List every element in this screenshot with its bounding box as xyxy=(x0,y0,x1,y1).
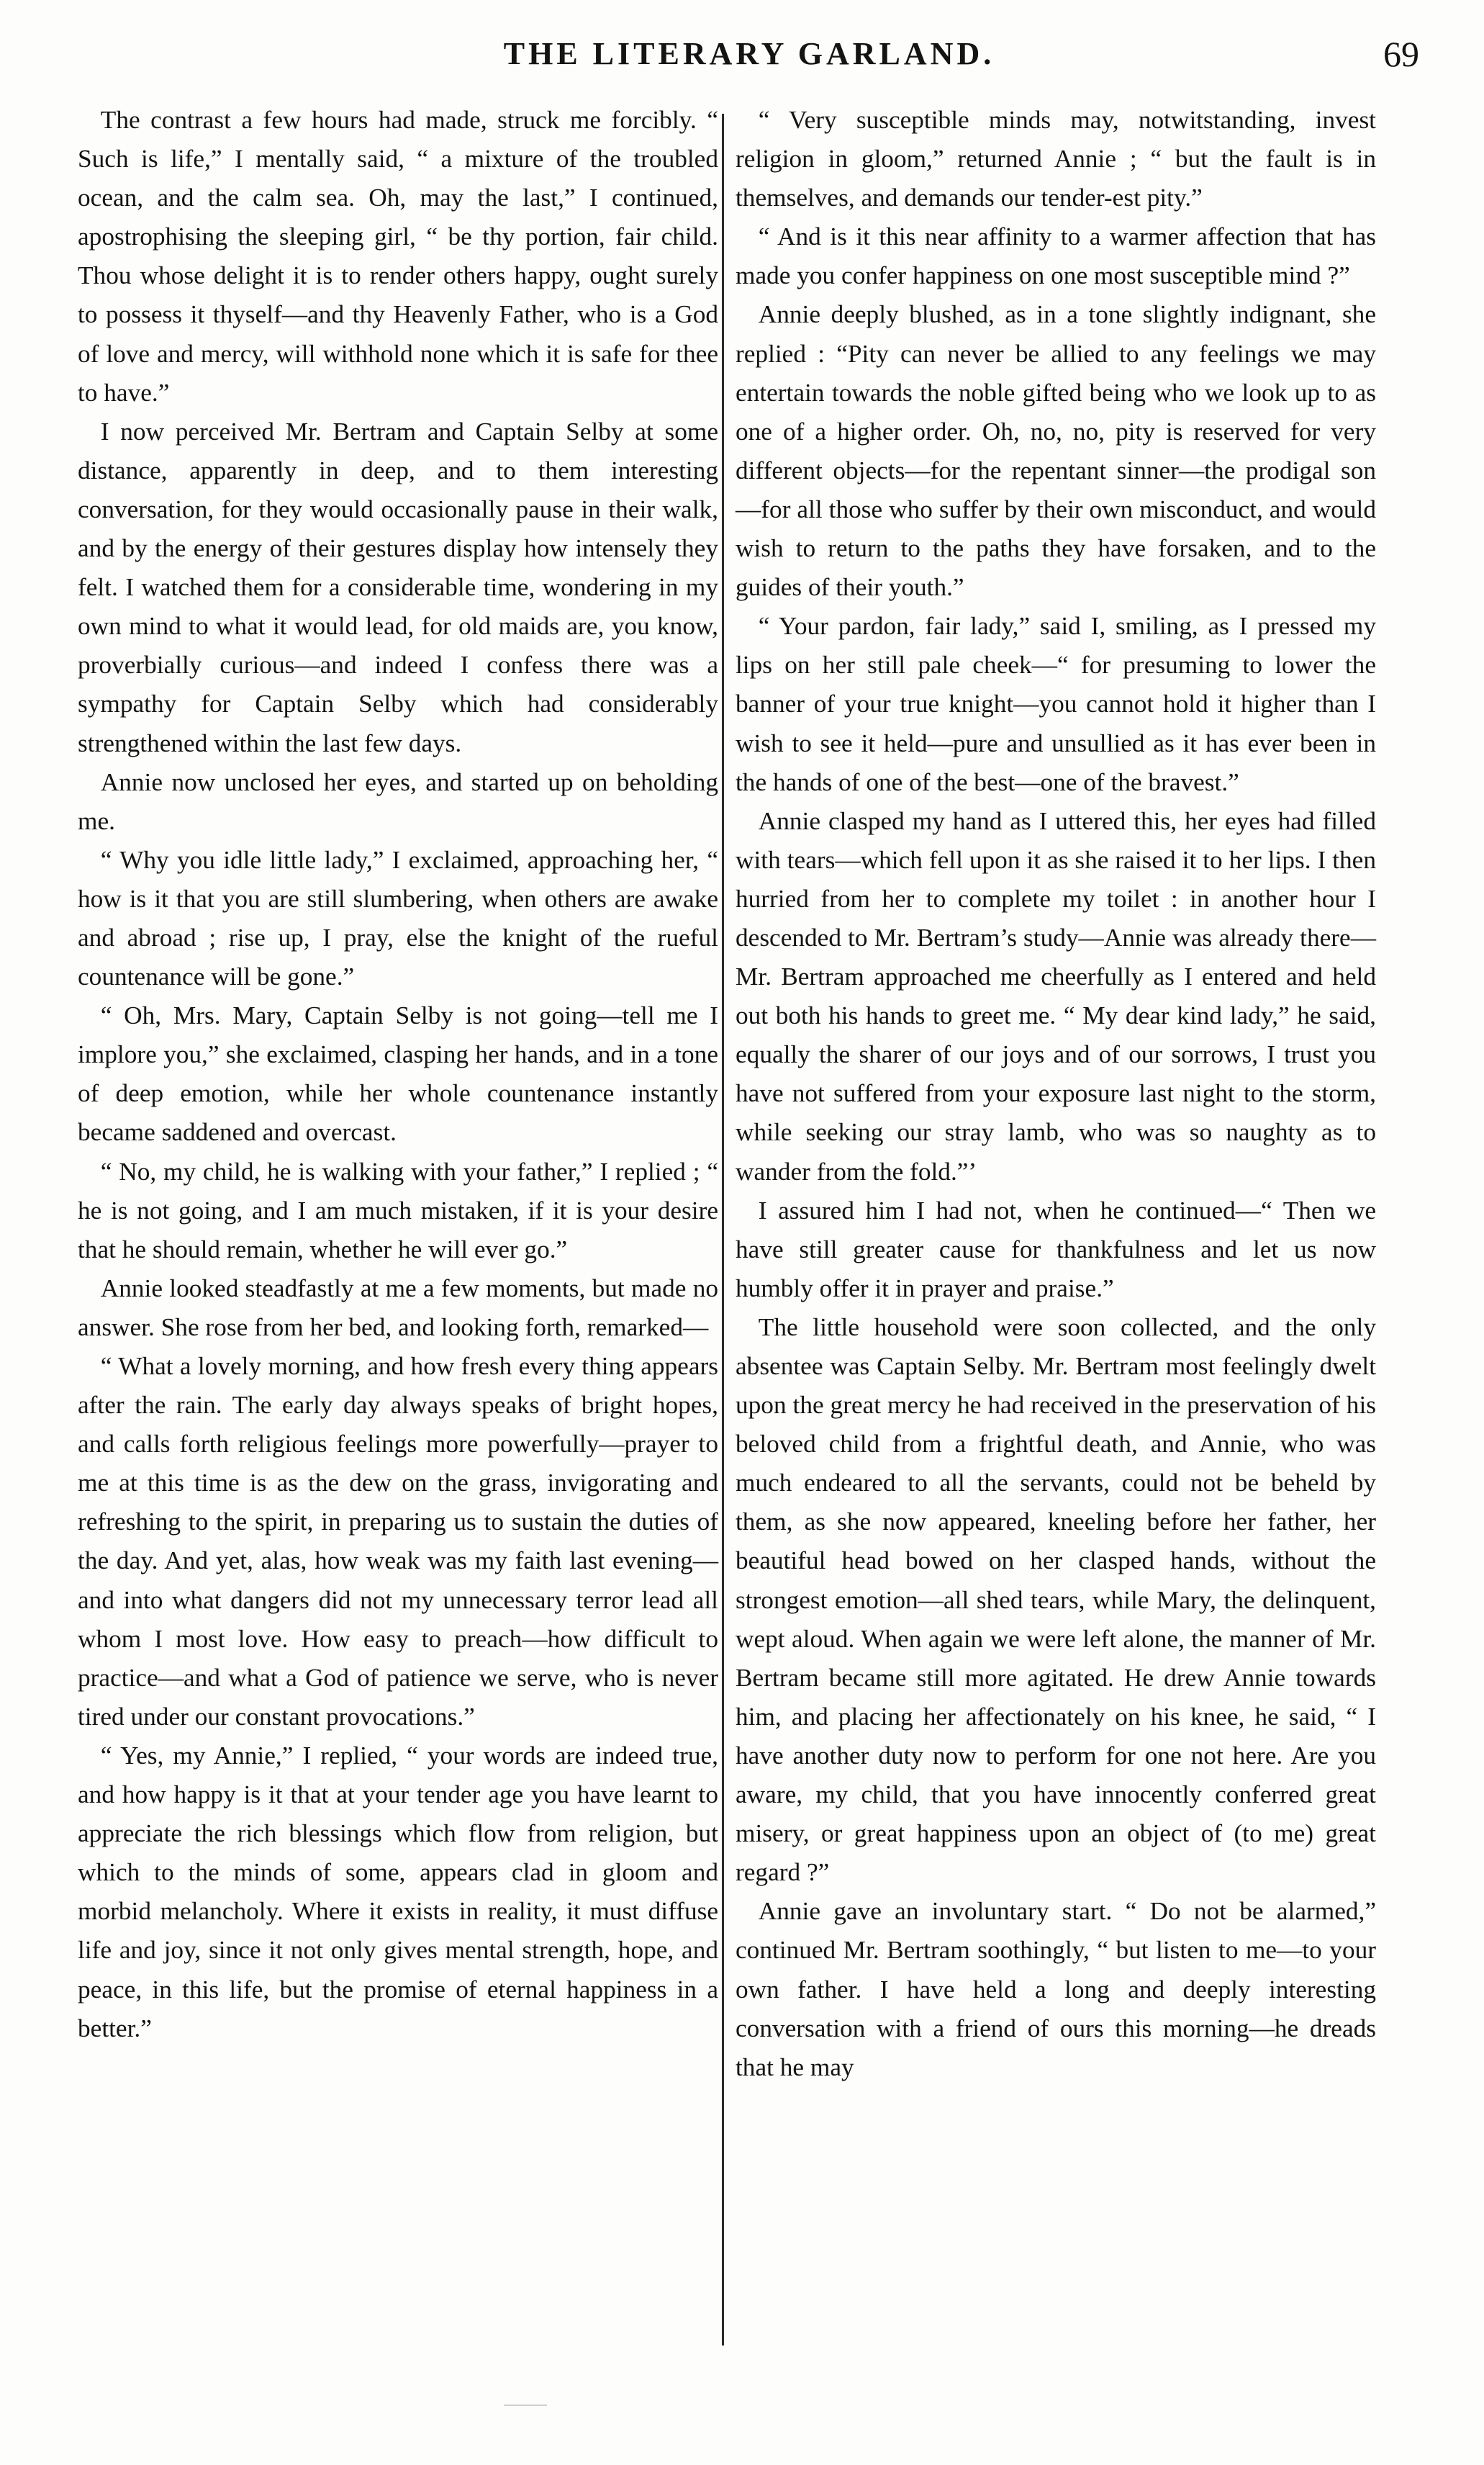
paragraph: Annie gave an involuntary start. “ Do not be alarmed,” continued Mr. Bertram soothingly, “ but listen to me—to your own father. I have held a long and deeply interesting conversation with a friend of ours this morning—he dreads that he may xyxy=(736,1897,1376,2081)
left-column xyxy=(78,101,718,2048)
running-head xyxy=(79,29,1419,79)
paragraph: I now perceived Mr. Bertram and Captain Selby at some distance, apparently in deep, and to them interesting conversation, for they would occasionally pause in their walk, and by the energy of their gestures display how intensely they felt. I watched them for a considerable time, wondering in my own mind to what it would lead, for old maids are, you know, proverbially curious—and indeed I confess there was a sympathy for Captain Selby which had considerably strengthened within the last few days. xyxy=(78,417,718,757)
page-mark xyxy=(504,2405,547,2406)
right-column xyxy=(736,101,1376,2087)
paragraph: I assured him I had not, when he continued—“ Then we have still greater cause for thankfulness and let us now humbly offer it in prayer and praise.” xyxy=(736,1196,1376,1302)
paragraph: “ Yes, my Annie,” I replied, “ your words are indeed true, and how happy is it that at your tender age you have learnt to appreciate the rich blessings which flow from religion, but which to the minds of some, appears clad in gloom and morbid melancholy. Where it exists in reality, it must diffuse life and joy, since it not only gives mental strength, hope, and peace, in this life, but the promise of eternal happiness in a better.” xyxy=(78,1741,718,2042)
paragraph: Annie deeply blushed, as in a tone slightly indignant, she replied : “Pity can never be allied to any feelings we may entertain towards the noble gifted being who we look up to as one of a higher order. Oh, no, no, pity is reserved for very different objects—for the repentant sinner—the prodigal son—for all those who suffer by their own misconduct, and would wish to return to the paths they have forsaken, and to the guides of their youth.” xyxy=(736,300,1376,602)
paragraph: The little household were soon collected, and the only absentee was Captain Selby. Mr. Bertram most feelingly dwelt upon the great mercy he had received in the preservation of his beloved child from a frightful death, and Annie, who was much endeared to all the servants, could not be beheld by them, as she now appeared, kneeling before her father, her beautiful head bowed on her clasped hands, without the strongest emotion—all shed tears, while Mary, the delinquent, wept aloud. When again we were left alone, the manner of Mr. Bertram became still more agitated. He drew Annie towards him, and placing her affectionately on his knee, he said, “ I have another duty now to perform for one not here. Are you aware, my child, that you have innocently conferred great misery, or great happiness upon an object of (to me) great regard ?” xyxy=(736,1312,1376,1887)
paragraph: “ And is it this near affinity to a warmer affection that has made you confer happiness on one most susceptible mind ?” xyxy=(736,222,1376,290)
paragraph: “ Oh, Mrs. Mary, Captain Selby is not going—tell me I implore you,” she exclaimed, clasping her hands, and in a tone of deep emotion, while her whole countenance instantly became saddened and overcast. xyxy=(78,1001,718,1147)
paragraph: “ Your pardon, fair lady,” said I, smiling, as I pressed my lips on her still pale cheek—“ for presuming to lower the banner of your true knight—you cannot hold it higher than I wish to see it held—pure and unsullied as it has ever been in the hands of one of the best—one of the bravest.” xyxy=(736,612,1376,796)
paragraph: “ No, my child, he is walking with your father,” I replied ; “ he is not going, and I am much mistaken, if it is your desire that he should remain, whether he will ever go.” xyxy=(78,1157,718,1263)
paragraph: “ Very susceptible minds may, notwitstanding, invest religion in gloom,” returned Annie ; “ but the fault is in themselves, and demands our tender-est pity.” xyxy=(736,106,1376,212)
page-number: 69 xyxy=(1383,34,1419,74)
paragraph: “ What a lovely morning, and how fresh every thing appears after the rain. The early day always speaks of bright hopes, and calls forth religious feelings more powerfully—prayer to me at this time is as the dew on the grass, invigorating and refreshing to the spirit, in preparing us to sustain the duties of the day. And yet, alas, how weak was my faith last evening—and into what dangers did not my unnecessary terror lead all whom I most love. How easy to preach—how difficult to practice—and what a God of patience we serve, who is never tired under our constant provocations.” xyxy=(78,1352,718,1731)
column-divider xyxy=(722,114,724,2345)
paragraph: Annie looked steadfastly at me a few moments, but made no answer. She rose from her bed, and looking forth, remarked— xyxy=(78,1274,718,1341)
paragraph: Annie now unclosed her eyes, and started up on beholding me. xyxy=(78,767,718,835)
paragraph: The contrast a few hours had made, struck me forcibly. “ Such is life,” I mentally said, “ a mixture of the troubled ocean, and the calm sea. Oh, may the last,” I continued, apostrophising the sleeping girl, “ be thy portion, fair child. Thou whose delight it is to render others happy, ought surely to possess it thyself—and thy Heavenly Father, who is a God of love and mercy, will withhold none which it is safe for thee to have.” xyxy=(78,106,718,407)
paragraph: Annie clasped my hand as I uttered this, her eyes had filled with tears—which fell upon it as she raised it to her lips. I then hurried from her to complete my toilet : in another hour I descended to Mr. Bertram’s study—Annie was already there—Mr. Bertram approached me cheerfully as I entered and held out both his hands to greet me. “ My dear kind lady,” he said, equally the sharer of our joys and of our sorrows, I trust you have not suffered from your exposure last night to the storm, while seeking our stray lamb, who was so naughty as to wander from the fold.”’ xyxy=(736,806,1376,1186)
paragraph: “ Why you idle little lady,” I exclaimed, approaching her, “ how is it that you are still slumbering, when others are awake and abroad ; rise up, I pray, else the knight of the rueful countenance will be gone.” xyxy=(78,845,718,991)
journal-title: THE LITERARY GARLAND. xyxy=(503,36,995,71)
